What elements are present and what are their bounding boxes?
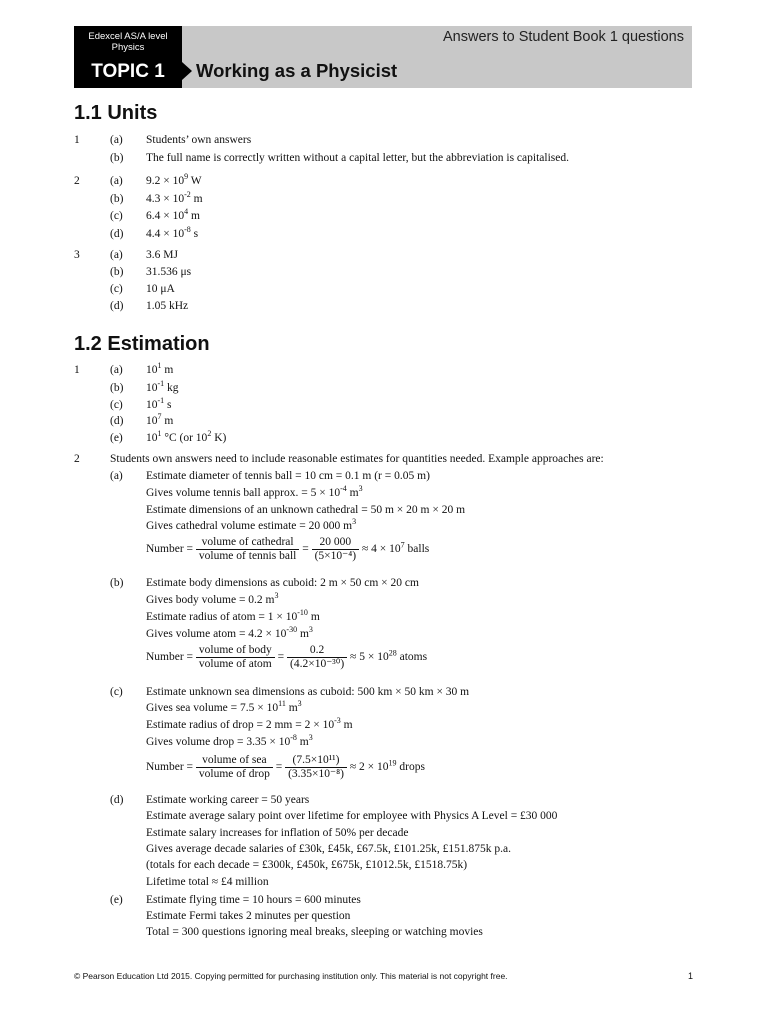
answer-text: Total = 300 questions ignoring meal breaks, sleeping or watching movies [146,926,483,938]
answer-text: Estimate Fermi takes 2 minutes per question [146,910,351,922]
answer-text: Gives volume tennis ball approx. = $5 \times 10^{-4}$ $m^3$ [146,484,363,499]
answer-text: 10 μA [146,283,175,295]
answer-text: $4.4 \times 10^{-8}$ s [146,225,199,240]
answer-text: $9.2 \times 10^9$ W [146,172,202,187]
part-label: (e) [110,894,123,906]
equation: Number = $\frac{\text{volume of sea}}{\text{volume of drop}}$ = $\frac{\text{(7.5×10¹¹)}}{\text{(3.35×10⁻⁸)}}$ ≈ $2 \times 10^{19}$ drops [146,754,425,780]
part-label: (b) [110,266,124,278]
page-number: 1 [688,971,694,981]
equation: Number = $\frac{\text{volume of cathedral}}{\text{volume of tennis ball}}$ = $\frac{20 000}{\text{(5×10⁻⁴)}}$ ≈ $4 \times 10^7$ balls [146,536,430,562]
answer-text: $4.3 \times 10^{-2}$ m [146,190,203,205]
topic-badge [74,26,182,88]
answer-text: Estimate flying time = 10 hours = 600 minutes [146,894,361,906]
part-label: (d) [110,228,124,240]
answer-text: Estimate diameter of tennis ball = 10 cm = 0.1 m (r = 0.05 m) [146,470,430,482]
answer-text: Estimate working career = 50 years [146,794,310,806]
copyright-notice: © Pearson Education Ltd 2015. Copying permitted for purchasing institution only. This material is not copyright free. [74,971,508,981]
answer-text: Estimate radius of drop = 2 mm = $2 \times 10^{-3}$ m [146,716,353,731]
part-label: (c) [110,210,123,222]
answer-text: $6.4 \times 10^4$ m [146,207,200,222]
answer-text: Estimate average salary point over lifetime for employee with Physics A Level = £30 000 [146,810,558,822]
answer-text: Gives cathedral volume estimate = 20 000 $m^3$ [146,517,357,532]
question-intro: Students own answers need to include reasonable estimates for quantities needed. Example approaches are: [110,453,604,465]
answer-text: 3.6 MJ [146,249,178,261]
question-number: 1 [74,134,80,146]
answer-text: $10^1$ m [146,361,174,376]
topic-label: TOPIC 1 [91,61,165,82]
answer-text: 31.536 μs [146,266,192,278]
header-subtitle: Answers to Student Book 1 questions [442,29,684,45]
part-label: (e) [110,432,123,444]
answer-text: Gives body volume = 0.2 $m^3$ [146,591,279,606]
part-label: (d) [110,415,124,427]
part-label: (b) [110,577,124,589]
answer-text: (totals for each decade = £300k, £450k, £675k, £1012.5k, £1518.75k) [146,859,468,871]
answer-text: Estimate dimensions of an unknown cathedral = 50 m × 20 m × 20 m [146,504,466,516]
part-label: (a) [110,249,123,261]
answer-text: $10^1$ °C (or $10^2$ K) [146,429,227,444]
answer-text: Estimate salary increases for inflation of 50% per decade [146,827,409,839]
question-number: 3 [74,249,80,261]
equation: Number = $\frac{\text{volume of body}}{\text{volume of atom}}$ = $\frac{0.2}{\text{(4.2×10⁻³⁰)}}$ ≈ $5 \times 10^{28}$ atoms [146,644,428,670]
answer-text: Estimate body dimensions as cuboid: 2 m × 50 cm × 20 cm [146,577,419,589]
part-label: (b) [110,193,124,205]
answer-text: Estimate unknown sea dimensions as cuboid: 500 km × 50 km × 30 m [146,686,470,698]
answer-text: 1.05 kHz [146,300,189,312]
arrow-icon [182,62,192,80]
part-label: (a) [110,470,123,482]
answer-text: Gives average decade salaries of £30k, £45k, £67.5k, £101.25k, £151.875k p.a. [146,843,512,855]
part-label: (d) [110,300,124,312]
part-label: (c) [110,686,123,698]
answer-text: Gives sea volume = $7.5 \times 10^{11}$ $m^3$ [146,699,302,714]
answer-text: $10^{-1}$ s [146,396,172,411]
course-name: Edexcel AS/A level Physics [88,31,168,53]
answer-text: Lifetime total ≈ £4 million [146,876,269,888]
answer-text: The full name is correctly written without a capital letter, but the abbreviation is capitalised. [146,152,569,164]
answer-text: $10^{-1}$ kg [146,379,179,394]
page-title: Working as a Physicist [196,60,398,81]
answer-text: Gives volume atom = $4.2 \times 10^{-30}$ $m^3$ [146,625,313,640]
part-label: (d) [110,794,124,806]
part-label: (a) [110,175,123,187]
answer-text: Students’ own answers [146,134,252,146]
question-number: 2 [74,453,80,465]
part-label: (c) [110,283,123,295]
answer-text: Estimate radius of atom = $1 \times 10^{-10}$ m [146,608,320,623]
section-title-units: 1.1 Units [74,102,158,124]
section-title-estimation: 1.2 Estimation [74,333,210,355]
answer-text: Gives volume drop = $3.35 \times 10^{-8}$ $m^3$ [146,733,313,748]
part-label: (b) [110,382,124,394]
question-number: 2 [74,175,80,187]
question-number: 1 [74,364,80,376]
part-label: (a) [110,134,123,146]
part-label: (b) [110,152,124,164]
answer-text: $10^7$ m [146,412,174,427]
part-label: (c) [110,399,123,411]
part-label: (a) [110,364,123,376]
